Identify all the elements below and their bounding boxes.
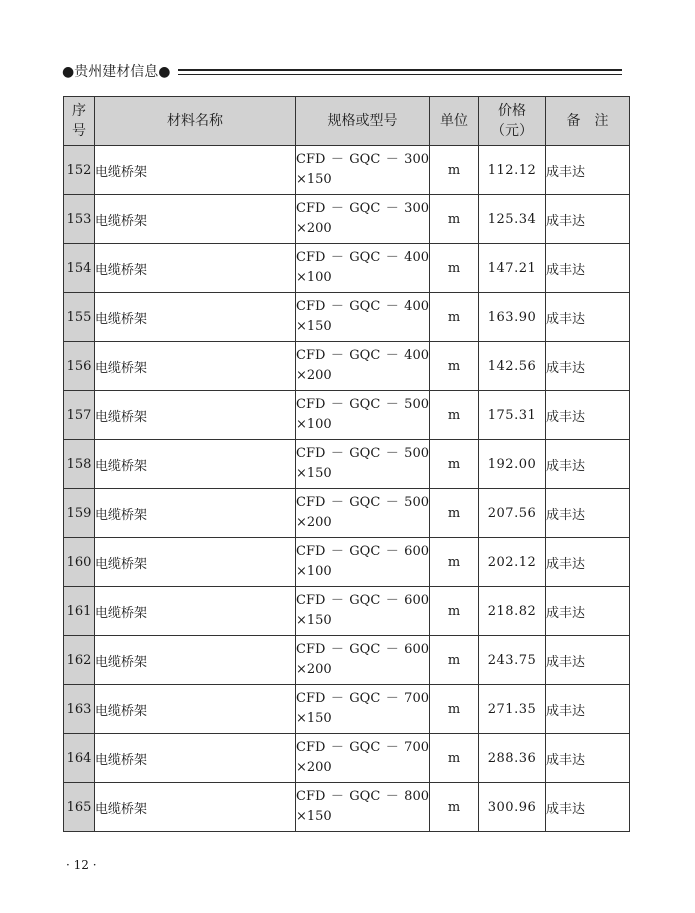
price-cell: 147.21 [479,244,546,293]
spec-cell [296,195,430,244]
price-table [63,96,630,832]
note-cell: 成丰达 [546,636,630,685]
price-cell: 218.82 [479,587,546,636]
price-cell: 207.56 [479,489,546,538]
unit-cell: m [430,244,479,293]
table-header-row [64,97,630,146]
material-name-cell: 电缆桥架 [95,195,296,244]
note-cell: 成丰达 [546,587,630,636]
row-number-cell: 162 [64,636,95,685]
col-header-price: 价格（元） [479,97,546,146]
col-header-note: 备 注 [546,97,630,146]
row-number-cell: 157 [64,391,95,440]
page-header [62,62,622,84]
price-cell: 112.12 [479,146,546,195]
spec-model-text: CFD － GQC － 600 [296,593,429,608]
spec-model-text: CFD － GQC － 700 [296,691,429,706]
price-cell: 300.96 [479,783,546,832]
price-cell: 192.00 [479,440,546,489]
unit-cell: m [430,587,479,636]
table-row [64,342,630,391]
price-cell: 271.35 [479,685,546,734]
unit-cell: m [430,636,479,685]
spec-cell [296,293,430,342]
material-name-cell: 电缆桥架 [95,489,296,538]
unit-cell: m [430,391,479,440]
note-cell: 成丰达 [546,146,630,195]
row-number-cell: 164 [64,734,95,783]
unit-cell: m [430,783,479,832]
spec-model-text: CFD － GQC － 300 [296,152,429,167]
note-cell: 成丰达 [546,734,630,783]
spec-model-text: CFD － GQC － 600 [296,642,429,657]
material-name-cell: 电缆桥架 [95,293,296,342]
table-row [64,293,630,342]
spec-cell [296,685,430,734]
spec-cell [296,734,430,783]
publication-title: ●贵州建材信息● [62,64,171,80]
table-row [64,685,630,734]
material-name-cell: 电缆桥架 [95,734,296,783]
material-name-cell: 电缆桥架 [95,391,296,440]
material-name-cell: 电缆桥架 [95,440,296,489]
material-name-cell: 电缆桥架 [95,587,296,636]
spec-cell [296,587,430,636]
spec-model-text: CFD － GQC － 400 [296,299,429,314]
material-name-cell: 电缆桥架 [95,244,296,293]
row-number-cell: 152 [64,146,95,195]
table-row [64,538,630,587]
spec-size-text: ×200 [296,760,332,775]
row-number-cell: 158 [64,440,95,489]
row-number-cell: 161 [64,587,95,636]
note-cell: 成丰达 [546,783,630,832]
unit-cell: m [430,685,479,734]
table-row [64,244,630,293]
spec-cell [296,440,430,489]
material-name-cell: 电缆桥架 [95,146,296,195]
unit-cell: m [430,734,479,783]
table-row [64,734,630,783]
spec-size-text: ×200 [296,368,332,383]
table-row [64,146,630,195]
spec-cell [296,538,430,587]
note-cell: 成丰达 [546,195,630,244]
note-cell: 成丰达 [546,293,630,342]
spec-model-text: CFD － GQC － 400 [296,250,429,265]
spec-cell [296,391,430,440]
note-cell: 成丰达 [546,489,630,538]
material-name-cell: 电缆桥架 [95,685,296,734]
row-number-cell: 154 [64,244,95,293]
col-header-no: 序号 [64,97,95,146]
note-cell: 成丰达 [546,391,630,440]
material-name-cell: 电缆桥架 [95,783,296,832]
row-number-cell: 159 [64,489,95,538]
material-name-cell: 电缆桥架 [95,636,296,685]
spec-size-text: ×150 [296,613,332,628]
unit-cell: m [430,342,479,391]
price-cell: 175.31 [479,391,546,440]
spec-size-text: ×200 [296,221,332,236]
note-cell: 成丰达 [546,342,630,391]
spec-cell [296,489,430,538]
table-row [64,440,630,489]
row-number-cell: 163 [64,685,95,734]
price-cell: 163.90 [479,293,546,342]
price-cell: 243.75 [479,636,546,685]
table-row [64,587,630,636]
note-cell: 成丰达 [546,440,630,489]
col-header-name: 材料名称 [95,97,296,146]
price-cell: 288.36 [479,734,546,783]
spec-model-text: CFD － GQC － 600 [296,544,429,559]
table-row [64,195,630,244]
spec-size-text: ×200 [296,662,332,677]
price-cell: 202.12 [479,538,546,587]
spec-cell [296,783,430,832]
price-cell: 142.56 [479,342,546,391]
note-cell: 成丰达 [546,244,630,293]
spec-model-text: CFD － GQC － 500 [296,446,429,461]
spec-size-text: ×150 [296,466,332,481]
note-cell: 成丰达 [546,685,630,734]
spec-model-text: CFD － GQC － 300 [296,201,429,216]
material-name-cell: 电缆桥架 [95,342,296,391]
spec-cell [296,146,430,195]
table-row [64,391,630,440]
spec-size-text: ×100 [296,564,332,579]
unit-cell: m [430,146,479,195]
table-row [64,636,630,685]
spec-model-text: CFD － GQC － 500 [296,495,429,510]
spec-model-text: CFD － GQC － 400 [296,348,429,363]
price-cell: 125.34 [479,195,546,244]
spec-size-text: ×100 [296,417,332,432]
unit-cell: m [430,538,479,587]
spec-cell [296,636,430,685]
note-cell: 成丰达 [546,538,630,587]
spec-size-text: ×150 [296,809,332,824]
spec-model-text: CFD － GQC － 800 [296,789,429,804]
spec-size-text: ×150 [296,319,332,334]
table-body [64,146,630,832]
spec-cell [296,342,430,391]
spec-size-text: ×200 [296,515,332,530]
table-row [64,489,630,538]
row-number-cell: 156 [64,342,95,391]
header-double-rule [178,69,622,75]
table-row [64,783,630,832]
row-number-cell: 155 [64,293,95,342]
spec-model-text: CFD － GQC － 700 [296,740,429,755]
spec-model-text: CFD － GQC － 500 [296,397,429,412]
col-header-unit: 单位 [430,97,479,146]
row-number-cell: 160 [64,538,95,587]
page-number: · 12 · [66,858,97,872]
material-name-cell: 电缆桥架 [95,538,296,587]
row-number-cell: 165 [64,783,95,832]
spec-size-text: ×150 [296,711,332,726]
col-header-spec: 规格或型号 [296,97,430,146]
unit-cell: m [430,440,479,489]
unit-cell: m [430,293,479,342]
spec-size-text: ×100 [296,270,332,285]
unit-cell: m [430,489,479,538]
spec-cell [296,244,430,293]
row-number-cell: 153 [64,195,95,244]
unit-cell: m [430,195,479,244]
spec-size-text: ×150 [296,172,332,187]
